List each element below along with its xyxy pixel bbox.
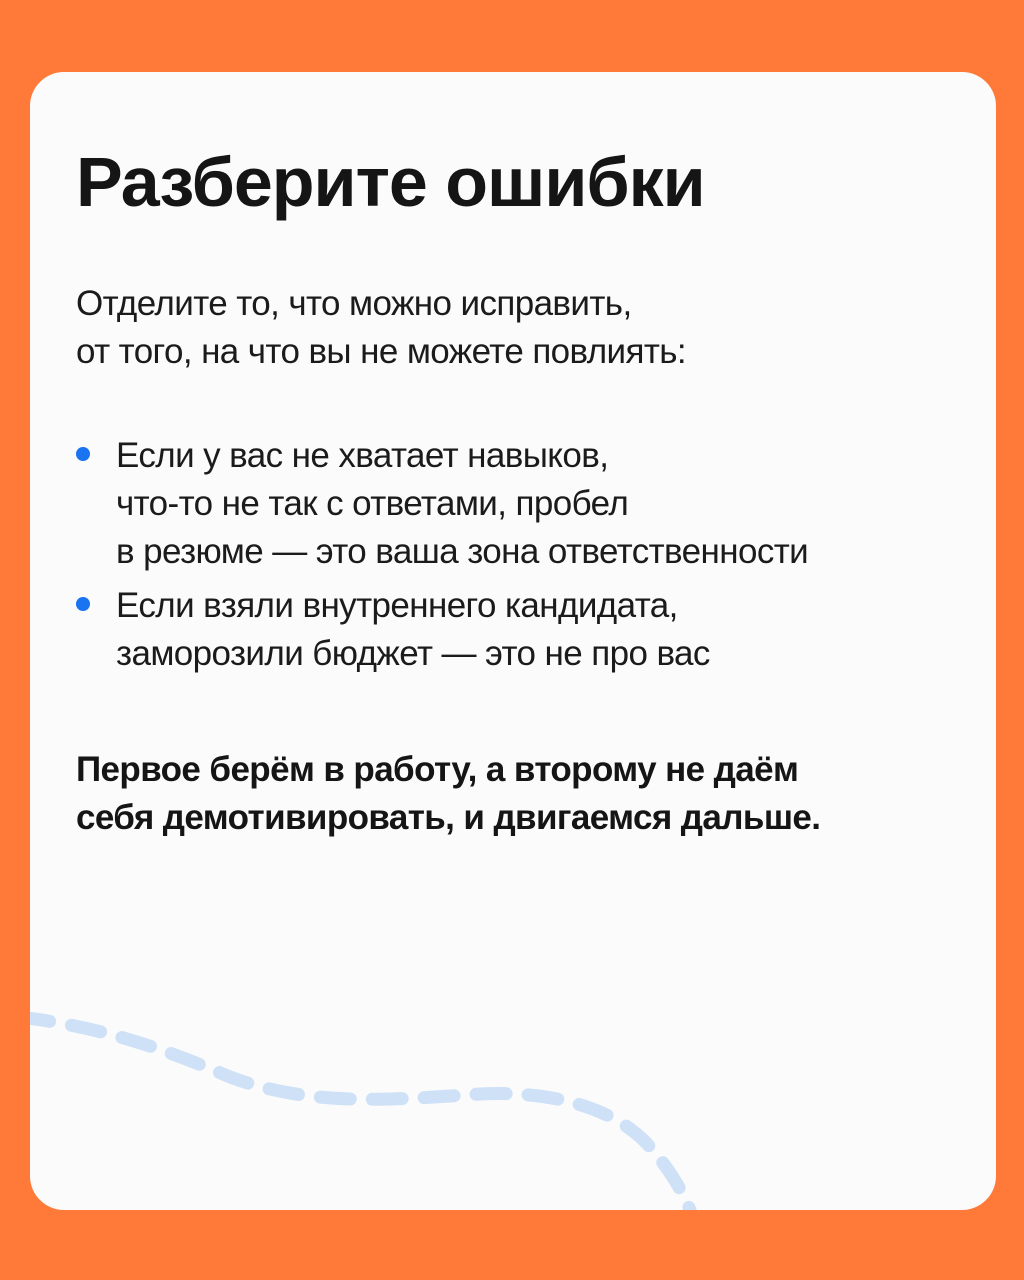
bullet-dot-icon: [76, 447, 90, 461]
intro-text: [76, 280, 936, 376]
list-item: [76, 582, 966, 678]
bullet-line: Если взяли внутреннего кандидата,: [116, 586, 678, 625]
dashed-wave-path: [30, 1017, 690, 1210]
intro-line: от того, на что вы не можете повлиять:: [76, 332, 687, 371]
content-card: [30, 72, 996, 1210]
conclusion-line: Первое берём в работу, а второму не даём: [76, 750, 799, 789]
bullet-dot-icon: [76, 597, 90, 611]
conclusion-line: себя демотивировать, и двигаемся дальше.: [76, 798, 821, 837]
list-item: [76, 432, 966, 576]
bullet-line: Если у вас не хватает навыков,: [116, 436, 609, 475]
bullet-line: в резюме — это ваша зона ответственности: [116, 532, 809, 571]
bullet-line: что-то не так с ответами, пробел: [116, 484, 629, 523]
bullet-text: [116, 582, 966, 678]
bullet-list: [76, 432, 966, 684]
intro-line: Отделите то, что можно исправить,: [76, 284, 632, 323]
bullet-text: [116, 432, 966, 576]
bullet-line: заморозили бюджет — это не про вас: [116, 634, 710, 673]
conclusion-text: [76, 746, 956, 842]
page-title: Разберите ошибки: [76, 143, 705, 221]
